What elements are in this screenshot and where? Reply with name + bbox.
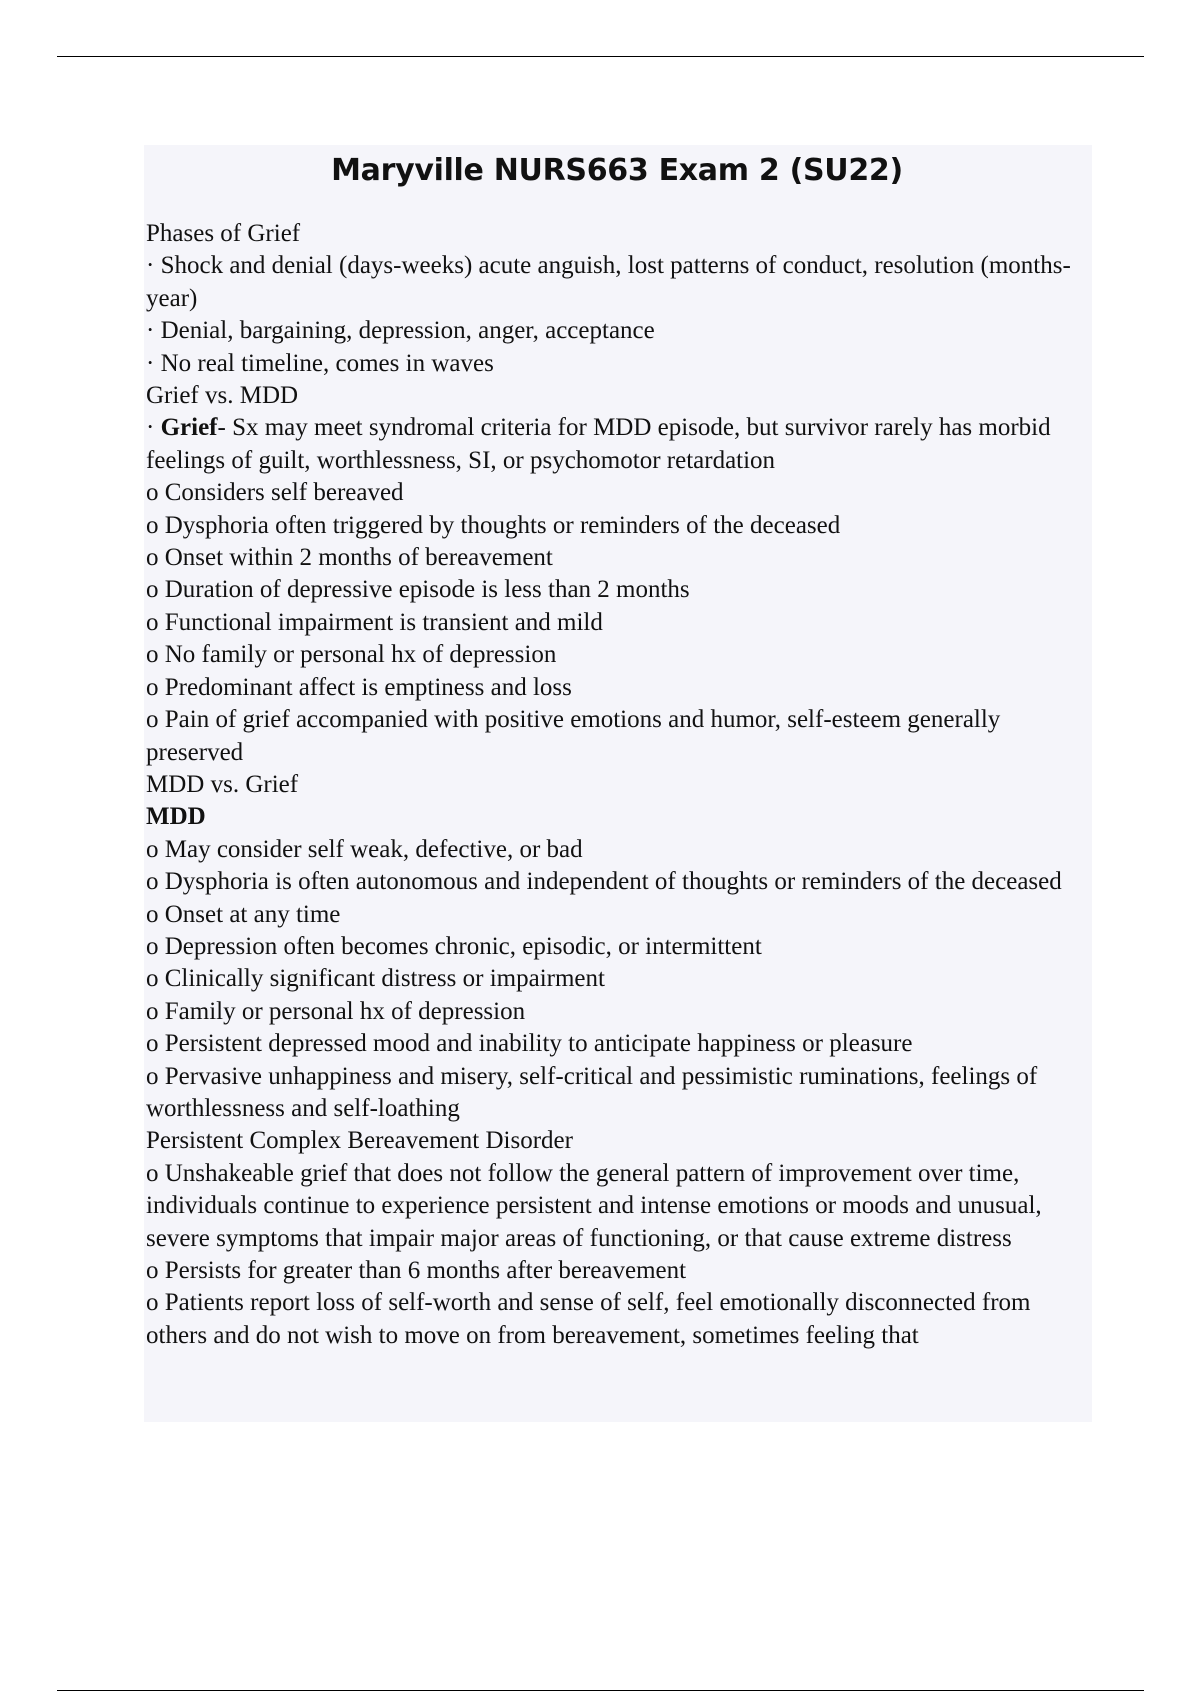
document-line [146,218,1088,250]
line-text: o Dysphoria often triggered by thoughts or reminders of the deceased [146,511,841,539]
line-text: o Family or personal hx of depression [146,997,526,1025]
document-line [146,315,1088,347]
line-text: o Pervasive unhappiness and misery, self-critical and pessimistic ruminations, feelings of worthlessness and self-loathing [146,1062,1038,1122]
document-line [146,639,1088,671]
document-line [146,348,1088,380]
document-title: Maryville NURS663 Exam 2 (SU22) [331,153,903,188]
line-text: o Functional impairment is transient and mild [146,608,603,636]
line-text: o Clinically significant distress or impairment [146,965,605,993]
document-line [146,963,1088,995]
document-line [146,542,1088,574]
document-line [146,250,1088,315]
document-line [146,672,1088,704]
document-line [146,477,1088,509]
document-body [146,218,1088,1352]
line-text: Phases of Grief [146,220,301,247]
document-line [146,510,1088,542]
line-text: o Pain of grief accompanied with positive emotions and humor, self-esteem generally preserved [146,706,1001,766]
document-line [146,380,1088,412]
document-line [146,1158,1088,1255]
document-line [146,1125,1088,1157]
document-line [146,931,1088,963]
line-text: o Duration of depressive episode is less than 2 months [146,576,690,604]
line-text: o Persists for greater than 6 months after bereavement [146,1257,687,1284]
line-text: Grief vs. MDD [146,382,299,410]
document-line [146,866,1088,898]
line-text: Persistent Complex Bereavement Disorder [146,1127,573,1155]
line-text: o May consider self weak, defective, or bad [146,835,583,863]
document-line [146,1028,1088,1060]
line-text: o Dysphoria is often autonomous and independent of thoughts or reminders of the deceased [146,868,1062,896]
document-line [146,1061,1088,1126]
line-text: - Sx may meet syndromal criteria for MDD episode, but survivor rarely has morbid feelings of guilt, worthlessness, SI, or psychomotor retardation [146,414,1051,474]
line-bold-text: Grief [160,414,218,442]
line-text: · Denial, bargaining, depression, anger, acceptance [146,317,655,345]
document-line [146,899,1088,931]
top-rule [57,56,1144,57]
document-line [146,574,1088,606]
line-text: o Predominant affect is emptiness and loss [146,673,572,701]
line-text: · Shock and denial (days-weeks) acute anguish, lost patterns of conduct, resolution (months-year) [146,252,1071,312]
line-text: o Persistent depressed mood and inability to anticipate happiness or pleasure [146,1030,913,1058]
document-line [146,996,1088,1028]
line-text: o Unshakeable grief that does not follow the general pattern of improvement over time, individuals continue to experience persistent and intense emotions or moods and unusual, severe symptoms that impair major areas of functioning, or that cause extreme distress [146,1159,1042,1252]
document-line [146,412,1088,477]
line-text: o Considers self bereaved [146,479,404,507]
line-text: o Depression often becomes chronic, episodic, or intermittent [146,932,762,960]
document-line [146,704,1088,769]
line-prefix: · [146,414,161,442]
line-text: MDD vs. Grief [146,770,299,798]
bottom-rule [57,1690,1144,1691]
document-line [146,769,1088,801]
document-line [146,607,1088,639]
document-line [146,834,1088,866]
line-text: o No family or personal hx of depression [146,641,557,669]
line-text: · No real timeline, comes in waves [146,349,494,377]
line-text: o Onset at any time [146,900,341,928]
document-line [146,1255,1088,1287]
line-text: o Patients report loss of self-worth and sense of self, feel emotionally disconnected from others and do not wish to move on from bereavement, sometimes feeling that [146,1289,1031,1349]
line-text: o Onset within 2 months of bereavement [146,544,553,572]
document-line [146,801,1088,833]
document-content [144,145,1092,1422]
line-bold-text: MDD [146,803,206,831]
document-line [146,1287,1088,1352]
